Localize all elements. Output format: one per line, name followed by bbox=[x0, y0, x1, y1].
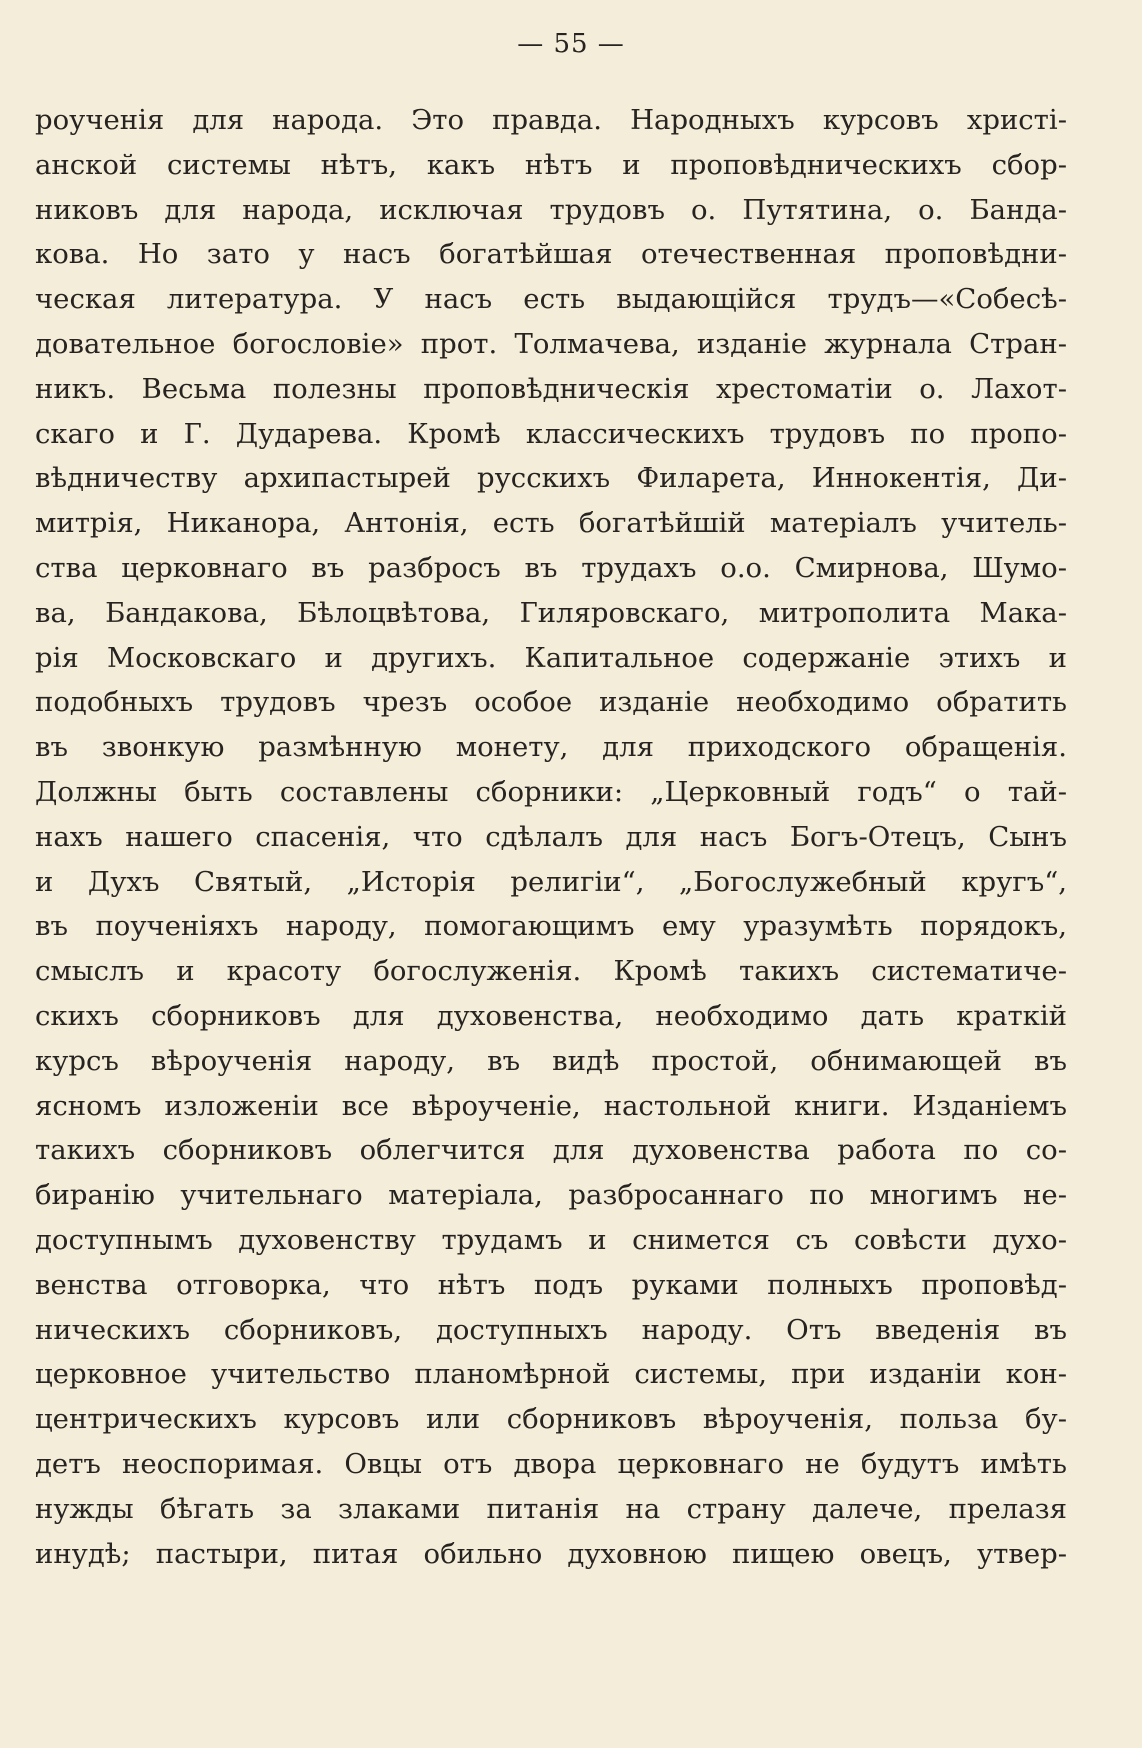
text-line: скихъ сборниковъ для духовенства, необходимо дать краткій bbox=[35, 999, 1067, 1032]
text-line: ясномъ изложеніи все вѣроученіе, настольной книги. Изданіемъ bbox=[35, 1089, 1067, 1122]
text-line: подобныхъ трудовъ чрезъ особое изданіе необходимо обратить bbox=[35, 686, 1067, 719]
text-line: митрія, Никанора, Антонія, есть богатѣйшій матеріалъ учитель- bbox=[35, 507, 1067, 540]
text-line: детъ неоспоримая. Овцы отъ двора церковнаго не будутъ имѣть bbox=[35, 1447, 1067, 1480]
text-line: ства церковнаго въ разбросъ въ трудахъ о.о. Смирнова, Шумо- bbox=[35, 551, 1067, 584]
text-line: инудѣ; пастыри, питая обильно духовною пищею овецъ, утвер- bbox=[35, 1537, 1067, 1570]
text-line: Должны быть составлены сборники: „Церковный годъ“ о тай- bbox=[35, 775, 1067, 808]
text-line: биранію учительнаго матеріала, разбросаннаго по многимъ не- bbox=[35, 1179, 1067, 1212]
text-line: центрическихъ курсовъ или сборниковъ вѣроученія, польза бу- bbox=[35, 1403, 1067, 1436]
text-line: ва, Бандакова, Бѣлоцвѣтова, Гиляровскаго, митрополита Мака- bbox=[35, 596, 1067, 629]
text-line: довательное богословіе» прот. Толмачева, изданіе журнала Стран- bbox=[35, 327, 1067, 360]
text-line: никовъ для народа, исключая трудовъ о. Путятина, о. Банда- bbox=[35, 193, 1067, 226]
text-line: ческая литература. У насъ есть выдающійся трудъ—«Собесѣ- bbox=[35, 283, 1067, 316]
text-line: рія Московскаго и другихъ. Капитальное содержаніе этихъ и bbox=[35, 641, 1067, 674]
text-line: кова. Но зато у насъ богатѣйшая отечественная проповѣдни- bbox=[35, 238, 1067, 271]
text-line: венства отговорка, что нѣтъ подъ руками полныхъ проповѣд- bbox=[35, 1268, 1067, 1301]
text-line: въ звонкую размѣнную монету, для приходского обращенія. bbox=[35, 731, 1067, 764]
text-line: роученія для народа. Это правда. Народныхъ курсовъ христі- bbox=[35, 104, 1067, 136]
text-line: ническихъ сборниковъ, доступныхъ народу. Отъ введенія въ bbox=[35, 1313, 1067, 1346]
text-line: доступнымъ духовенству трудамъ и снимется съ совѣсти духо- bbox=[35, 1223, 1067, 1256]
page-number: — 55 — bbox=[517, 29, 625, 59]
text-line: и Духъ Святый, „Исторія религіи“, „Богослужебный кругъ“, bbox=[35, 865, 1067, 898]
text-line: скаго и Г. Дударева. Кромѣ классическихъ трудовъ по пропо- bbox=[35, 417, 1067, 450]
text-line: курсъ вѣроученія народу, въ видѣ простой, обнимающей въ bbox=[35, 1044, 1067, 1077]
text-line: церковное учительство планомѣрной системы, при изданіи кон- bbox=[35, 1358, 1067, 1391]
text-line: смыслъ и красоту богослуженія. Кромѣ такихъ систематиче- bbox=[35, 955, 1067, 988]
text-line: никъ. Весьма полезны проповѣдническія хрестоматіи о. Лахот- bbox=[35, 372, 1067, 405]
text-line: нужды бѣгать за злаками питанія на страну далече, прелазя bbox=[35, 1492, 1067, 1525]
text-line: такихъ сборниковъ облегчится для духовенства работа по со- bbox=[35, 1134, 1067, 1167]
body-text bbox=[35, 98, 1067, 1576]
text-line: нахъ нашего спасенія, что сдѣлалъ для насъ Богъ-Отецъ, Сынъ bbox=[35, 820, 1067, 853]
text-line: анской системы нѣтъ, какъ нѣтъ и проповѣдническихъ сбор- bbox=[35, 148, 1067, 181]
text-line: вѣдничеству архипастырей русскихъ Филарета, Иннокентія, Ди- bbox=[35, 462, 1067, 495]
text-line: въ поученіяхъ народу, помогающимъ ему уразумѣть порядокъ, bbox=[35, 910, 1067, 943]
